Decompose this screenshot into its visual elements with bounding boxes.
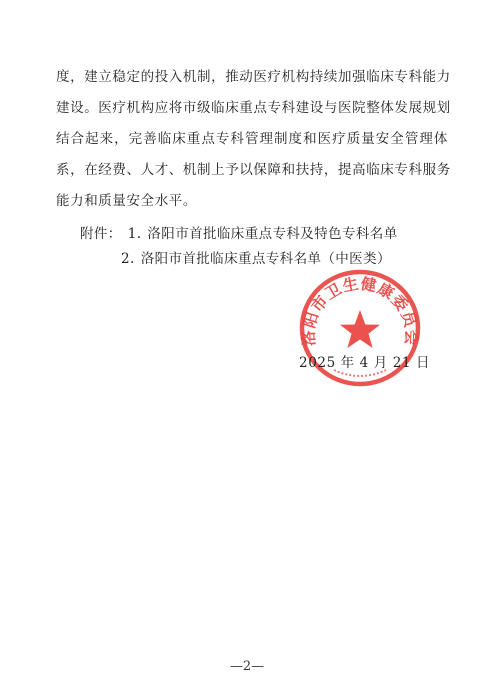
attachment-number: 1.: [127, 226, 142, 242]
body-line: 系，在经费、人才、机制上予以保障和扶持，提高临床专科服务: [56, 162, 451, 178]
attachment-number: 2.: [121, 251, 135, 267]
attachment-item-1: [80, 224, 398, 244]
body-line: 能力和质量安全水平。: [56, 193, 197, 209]
body-line: 结合起来，完善临床重点专科管理制度和医疗质量安全管理体: [56, 131, 448, 147]
body-line: 度，建立稳定的投入机制，推动医疗机构持续加强临床专科能力: [56, 69, 451, 85]
body-line: 建设。医疗机构应将市级临床重点专科建设与医院整体发展规划: [56, 100, 451, 116]
attachment-title: 洛阳市首批临床重点专科及特色专科名单: [147, 226, 398, 242]
body-paragraph: [56, 62, 451, 217]
attachment-prefix: 附件：: [80, 226, 122, 242]
seal-text: 洛阳市卫生健康委员会: [298, 273, 422, 347]
issue-date: 2025 年 4 月 21 日: [299, 355, 431, 371]
official-seal: [292, 262, 431, 392]
page-number: —2—: [229, 659, 265, 674]
star-icon: [340, 310, 380, 348]
attachment-title: 洛阳市首批临床重点专科名单（中医类）: [140, 251, 391, 267]
